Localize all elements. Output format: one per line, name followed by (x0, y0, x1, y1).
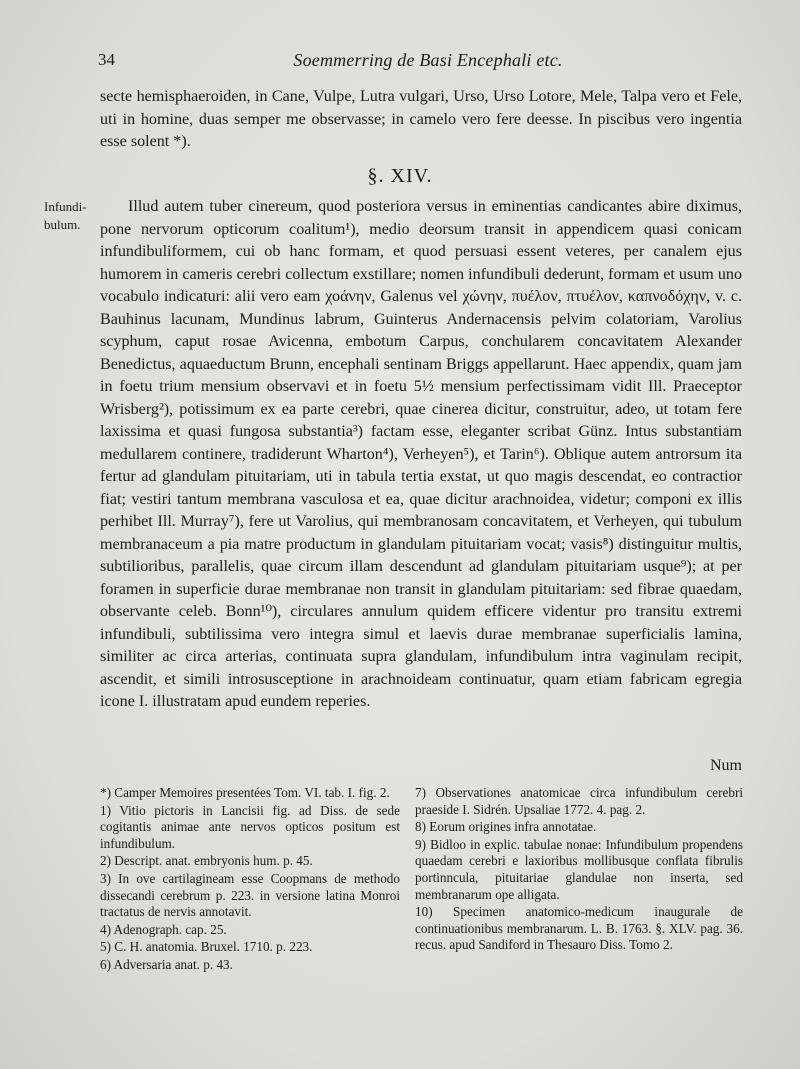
footnote: 9) Bidloo in explic. tabulae nonae: Infundibulum propendens quaedam cerebri e laxioribus mollibusque conflata fibrulis portinncula, pituitariae glandulae non inserta, sed membranarum ope alligata. (415, 836, 743, 902)
footnote: 2) Descript. anat. embryonis hum. p. 45. (100, 853, 313, 869)
intro-text-block (100, 86, 742, 154)
footnote: 10) Specimen anatomico-medicum inaugurale de continuationibus membranarum. L. B. 1763. §. XLV. pag. 36. recus. apud Sandiford in Thesauro Diss. Tomo 2. (415, 904, 743, 953)
running-header (98, 50, 758, 76)
section-paragraph: Illud autem tuber cinereum, quod posteriora versus in eminentias candicantes abire diximus, pone nervorum opticorum coalitum¹), medio deorsum transit in appendicem quasi conicam infundibuliformem, cui ob hanc formam, et quod persuasi essent veteres, per canalem ejus humorem in cameris cerebri collectum exstillare; nomen infundibuli dederunt, formam et usum uno vocabulo indicaturi: alii vero eam χοάνην, Galenus vel χώνην, πυέλον, πτυέλον, καπνοδόχην, v. c. Bauhinus lacunam, Mundinus labrum, Guinterus Andernacensis pelvim colatoriam, Varolius scyphum, caput rosae Avicenna, embotum Carpus, conchularem concavitatem Alexander Benedictus, aquaeductum Brunn, encephali sentinam Briggs appellarunt. Haec appendix, quam jam in foetu trium mensium observavi et in foetu 5½ mensium perfectissimam vidit Ill. Praeceptor Wrisberg²), potissimum ex ea parte cerebri, quae cinerea dicitur, construitur, adeo, ut totam fere laxissima et quasi fungosa substantia³) factam esse, eleganter scribat Günz. Intus substantiam medullarem continere, tradiderunt Wharton⁴), Verheyen⁵), et Tarin⁶). Oblique autem antrorsum ita fertur ad glandulam pituitariam, uti in tabula tertia exstat, ut quo magis descendat, eo contractior fiat; vestiri tantum membrana vasculosa et ea, quae dicitur arachnoidea, videtur; componi ex illis perhibet Ill. Murray⁷), fere ut Varolius, qui membranosam concavitatem, et Verheyen, qui tubulum membranaceum a pia matre productum in glandulam pituitariam vocat; vasis⁸) distinguitur multis, subtilioribus, parallelis, quae circum illam descendunt ad glandulam pituitariam usque⁹); at per foramen in superficie durae membranae non transit in glandulam pituitariam: sed fibrae quaedam, observante celeb. Bonn¹⁰), circulares annulum quidem efficere videntur pro transitu extremi infundibuli, subtilissima vero integra simul et laevis durae membranae superficialis lamina, similiter ac circa arterias, continuata supra glandulam, infundibulum intra vaginulam recipit, ascendit, et simili introsusceptione in arachnoideam continuatur, quam etiam fabricam egregia icone I. illustratam apud eundem reperies. (100, 198, 742, 710)
footnote: 6) Adversaria anat. p. 43. (100, 956, 233, 972)
footnote: 1) Vitio pictoris in Lancisii fig. ad Diss. de sede cogitantis animae ante nervos opticos positum est infundibulum. (100, 802, 400, 851)
section-heading: §. XIV. (367, 165, 433, 187)
margin-note: Infundi-bulum. (44, 199, 87, 232)
footnote: 3) In ove cartilagineam esse Coopmans de methodo dissecandi cerebrum p. 223. in versione latina Monroi tractatus de nervis annotavit. (100, 870, 400, 920)
footnotes-right-column (415, 785, 743, 955)
footnote: *) Camper Memoires presentées Tom. VI. tab. I. fig. 2. (100, 785, 390, 800)
main-text-block (100, 196, 742, 714)
page-number: 34 (98, 50, 115, 69)
footnote: 8) Eorum origines infra annotatae. (415, 819, 597, 835)
footnotes-left-column (100, 785, 400, 975)
intro-paragraph: secte hemisphaeroiden, in Cane, Vulpe, Lutra vulgari, Urso, Urso Lotore, Mele, Talpa vero et Fele, uti in homine, duas semper me observasse; in camelo vero fere deesse. In piscibus vero ingentia esse solent *). (100, 88, 742, 150)
catchword: Num (710, 757, 742, 774)
running-title: Soemmerring de Basi Encephali etc. (293, 50, 563, 70)
footnote: 4) Adenograph. cap. 25. (100, 921, 227, 937)
footnote: 7) Observationes anatomicae circa infundibulum cerebri praeside I. Sidrén. Upsaliae 1772. 4. pag. 2. (415, 785, 743, 817)
footnote: 5) C. H. anatomia. Bruxel. 1710. p. 223. (100, 939, 313, 955)
